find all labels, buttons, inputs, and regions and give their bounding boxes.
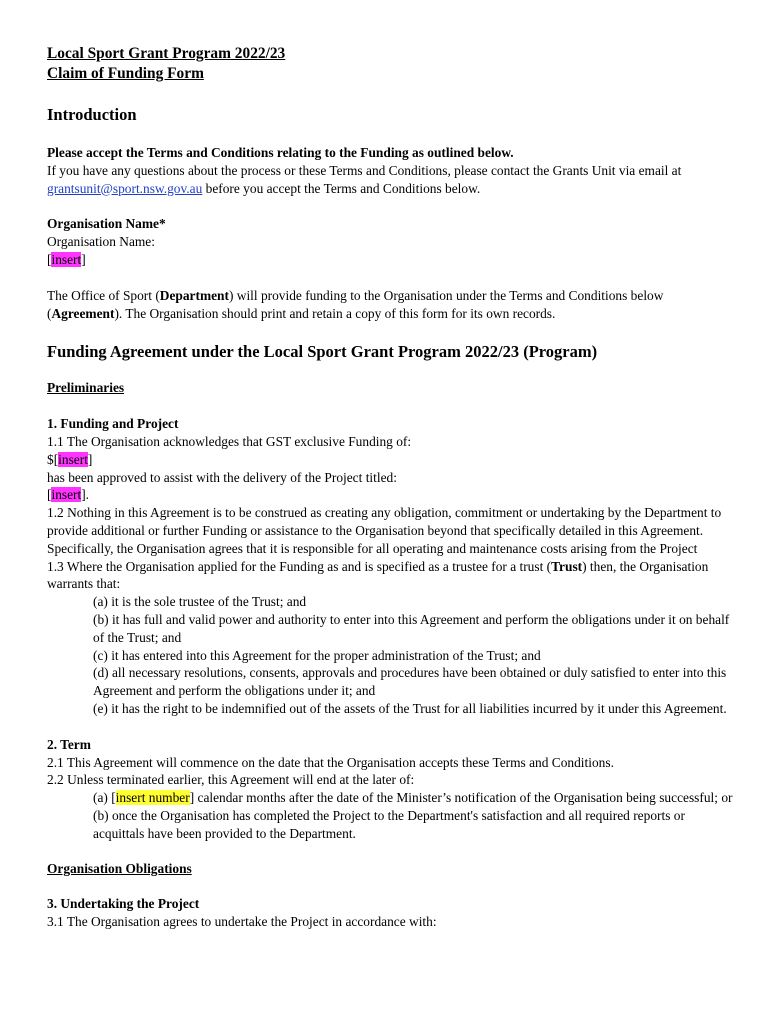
organisation-name-label-bold: Organisation Name* [47, 216, 166, 232]
agreement-term: Agreement [51, 305, 115, 321]
clause-1-3-a: (a) it is the sole trustee of the Trust; and [93, 594, 307, 610]
funding-agreement-heading: Funding Agreement under the Local Sport Grant Program 2022/23 (Program) [47, 342, 598, 362]
trust-term: Trust [551, 558, 583, 574]
clause-1-1: 1.1 The Organisation acknowledges that GST exclusive Funding of: [47, 433, 412, 449]
clause-1-3-b: (b) it has full and valid power and authority to enter into this Agreement and perform the obligations under it on behalf of the Trust; and [93, 611, 730, 645]
document-title: Local Sport Grant Program 2022/23 [47, 45, 286, 62]
approved-text: has been approved to assist with the delivery of the Project titled: [47, 469, 397, 485]
project-title-insert[interactable]: insert [51, 487, 82, 503]
project-title-field[interactable]: [insert]. [47, 487, 90, 503]
dollar-sign: $ [47, 451, 54, 467]
accept-terms-line: Please accept the Terms and Conditions relating to the Funding as outlined below. [47, 145, 514, 160]
section-2-heading: 2. Term [47, 736, 91, 752]
introduction-heading: Introduction [47, 105, 137, 124]
funding-amount-field[interactable]: $[insert] [47, 451, 93, 467]
section-3-heading: 3. Undertaking the Project [47, 896, 200, 912]
funding-amount-insert[interactable]: insert [58, 451, 88, 467]
organisation-name-label: Organisation Name: [47, 234, 155, 250]
clause-1-2: 1.2 Nothing in this Agreement is to be construed as creating any obligation, commitment or undertaking by the Department to provide additional or further Funding or assistance to the Organisation beyond that specifically detailed in this Agreement. Specifically, the Organisation agrees that it is responsible for all operating and maintenance costs arising from the Project [47, 505, 722, 556]
preliminaries-heading: Preliminaries [47, 380, 125, 396]
organisation-name-insert[interactable]: insert [51, 251, 82, 267]
insert-number-field[interactable]: insert number [115, 790, 190, 806]
clause-1-3-text: 1.3 Where the Organisation applied for the Funding as and is specified as a trustee for a trust ( [47, 558, 552, 574]
department-term: Department [159, 287, 229, 303]
section-1-heading: 1. Funding and Project [47, 416, 179, 432]
clause-2-2-a-text-end: ] calendar months after the date of the Minister’s notification of the Organisation being successful; or [189, 790, 733, 806]
clause-2-2: 2.2 Unless terminated earlier, this Agreement will end at the later of: [47, 772, 415, 788]
questions-text-end: before you accept the Terms and Conditions below. [202, 180, 481, 196]
clause-2-2-b: (b) once the Organisation has completed the Project to the Department's satisfaction and all required reports or acquittals have been provided to the Department. [93, 807, 685, 841]
clause-2-1: 2.1 This Agreement will commence on the date that the Organisation accepts these Terms and Conditions. [47, 754, 614, 770]
office-text-3: ). The Organisation should print and retain a copy of this form for its own records. [114, 305, 556, 321]
questions-text: If you have any questions about the process or these Terms and Conditions, please contact the Grants Unit via email at [47, 162, 682, 178]
organisation-obligations-heading: Organisation Obligations [47, 860, 192, 876]
office-text-2: ) will provide funding to the Organisation under the Terms and Conditions below ( [47, 287, 664, 321]
clause-1-3 [47, 558, 737, 594]
clause-1-3-d: (d) all necessary resolutions, consents, approvals and procedures have been obtained or duly satisfied to enter into this Agreement and perform the obligations under it; and [93, 665, 727, 699]
clause-3-1: 3.1 The Organisation agrees to undertake the Project in accordance with: [47, 914, 437, 930]
clause-2-2-a-text: (a) [ [93, 790, 116, 806]
clause-1-3-e: (e) it has the right to be indemnified out of the assets of the Trust for all liabilities incurred by it under this Agreement. [93, 700, 727, 716]
questions-paragraph [47, 162, 737, 198]
clause-1-3-text-end: ) then, the Organisation warrants that: [47, 558, 709, 592]
office-text-1: The Office of Sport ( [47, 287, 160, 303]
office-paragraph [47, 287, 737, 323]
document-subtitle: Claim of Funding Form [47, 65, 204, 82]
grants-email-link[interactable]: grantsunit@sport.nsw.gov.au [47, 180, 203, 196]
clause-2-2-a [47, 789, 737, 807]
organisation-name-field[interactable]: [insert] [47, 251, 86, 267]
clause-1-3-c: (c) it has entered into this Agreement for the proper administration of the Trust; and [93, 647, 541, 663]
document-page [47, 44, 737, 931]
